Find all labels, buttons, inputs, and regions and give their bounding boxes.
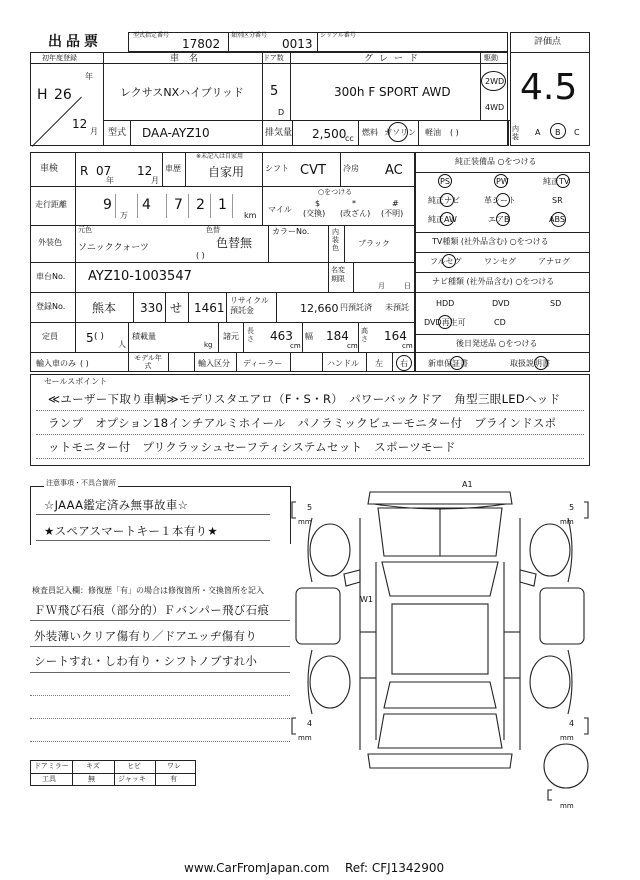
tread-rear-left-unit: mm [298, 734, 312, 742]
fuel-label: 燃料 [362, 128, 378, 137]
equip-tv-circle [556, 174, 570, 188]
height-value: 164 [384, 329, 407, 343]
inspection-month-unit: 月 [151, 176, 159, 185]
notes-line-2: ★スペアスマートキー１本有り★ [44, 524, 218, 538]
legend-header-2: キズ [86, 762, 100, 770]
oil-paren: ( ) [450, 128, 459, 137]
mileage-man: 万 [120, 211, 128, 220]
chassis-label: 車台No. [36, 272, 66, 281]
mileage-unit: km [244, 211, 257, 220]
navi-title: ナビ種類 (社外品含む) ○をつける [432, 277, 555, 286]
load-unit: kg [204, 341, 213, 349]
tread-rear-right: 4 [569, 719, 575, 728]
recycle-value: 12,660 [300, 302, 339, 315]
height-label: 高さ [361, 327, 368, 343]
inspection-year-unit: 年 [106, 176, 114, 185]
tv-title: TV種類 (社外品含む) ○をつける [432, 237, 549, 246]
int-color-value: ブラック [358, 239, 390, 248]
tread-front-left-unit: mm [298, 518, 312, 526]
inspection-label: 車検 [40, 164, 59, 174]
legend-value-3: ジャッキ [118, 775, 146, 783]
capacity-value: 5 [86, 331, 94, 345]
inspection-year: 07 [96, 164, 112, 178]
score-label: 評価点 [534, 37, 562, 47]
dims-label: 諸元 [223, 332, 239, 341]
drive-2wd: 2WD [485, 77, 505, 86]
import-paren: ( ) [80, 359, 89, 368]
tread-front-left: 5 [307, 503, 313, 512]
inspector-line-1: ＦＷ飛び石痕（部分的）Ｆバンパー飛び石痕 [34, 603, 270, 617]
orig-color-value: ソニッククォーツ [78, 243, 149, 253]
serial-label: シリアル番号 [320, 32, 356, 39]
recycle-label: リサイクル預託金 [230, 296, 269, 315]
equip-leather: 革シート [484, 196, 516, 205]
chassis-value: AYZ10-1003547 [88, 269, 192, 284]
mileage-digit-4: 2 [196, 197, 205, 213]
int-color-label: 内装色 [332, 228, 339, 252]
color-no-label: カラーNo. [272, 227, 310, 236]
vehicle-class-note: ※未記入は自家用 [196, 153, 244, 160]
length-value: 463 [270, 329, 293, 343]
oil-label: 軽油 [425, 128, 441, 137]
docs-warranty: 新車保証書 [428, 359, 468, 368]
interior-a: A [535, 128, 541, 137]
footer-ref: Ref: CFJ1342900 [345, 861, 445, 875]
length-unit: cm [290, 342, 301, 350]
displacement-label: 排気量 [265, 128, 293, 138]
car-name-value: レクサスNXハイブリッド [120, 86, 244, 99]
tread-rear-right-unit: mm [560, 734, 574, 742]
equip-abs-circle [551, 212, 566, 227]
docs-manual-circle [534, 356, 548, 370]
legend-value-1: 工具 [42, 775, 56, 783]
import-label: 輸入車のみ [36, 359, 76, 368]
width-unit: cm [347, 342, 358, 350]
interior-label: 内装 [512, 125, 519, 141]
reg-region: 熊本 [92, 301, 117, 315]
navi-hdd: HDD [436, 299, 455, 308]
grade-label: グレード [364, 54, 425, 64]
car-damage-diagram [290, 478, 590, 808]
handle-label: ハンドル [327, 359, 359, 368]
first-reg-month: 12 [72, 117, 88, 131]
reg-label: 登録No. [36, 302, 66, 311]
first-reg-label: 初年度登録 [42, 54, 77, 62]
orig-color-label: 元色 [78, 226, 92, 234]
vehicle-class-value: 自家用 [208, 165, 245, 179]
tv-fullseg: フルセグ [430, 257, 462, 266]
mile-label: マイル [268, 205, 292, 214]
displacement-value: 2,500 [312, 127, 347, 141]
interior-c: C [574, 128, 580, 137]
notes-label: 注意事項・不具合箇所 [46, 479, 116, 487]
model-value: DAA-AYZ10 [142, 126, 210, 140]
legend-value-4: 有 [170, 775, 177, 783]
drive-4wd: 4WD [485, 103, 505, 112]
mile-exchange-sym: $ [315, 199, 321, 208]
capacity-unit: 人 [118, 340, 126, 349]
shift-value: CVT [300, 163, 326, 178]
fuel-value: ガソリン [384, 128, 416, 137]
equip-ps-circle [438, 174, 452, 188]
equip-pw-circle [494, 174, 508, 188]
tread-front-right: 5 [569, 503, 575, 512]
notes-line-1: ☆JAAA鑑定済み無事故車☆ [44, 498, 189, 512]
displacement-unit: cc [345, 134, 354, 143]
recycle-none: 未預託 [385, 303, 409, 312]
navi-dvd-play-circle [438, 315, 452, 329]
equip-aw-circle [440, 212, 454, 226]
reg-class: 330 [140, 301, 163, 315]
tv-oneseg: ワンセグ [484, 257, 516, 266]
drive-2wd-circle [481, 71, 506, 91]
import-dealer: ディーラー [243, 359, 283, 368]
equip-tv: 純正TV [543, 177, 570, 186]
capacity-label: 定員 [42, 332, 58, 341]
name-change-label: 名変期限 [331, 266, 345, 283]
tread-rear-left: 4 [307, 719, 313, 728]
mileage-digit-1: 9 [103, 197, 112, 213]
docs-warranty-circle [450, 356, 464, 370]
tv-analog: アナログ [538, 257, 570, 266]
mark-w1: W1 [360, 595, 373, 604]
mile-exchange: (交換) [303, 209, 326, 218]
sales-line-3: ットモニター付 プリクラッシュセーフティシステムセット スポーツモード [48, 440, 456, 454]
handle-right: 右 [400, 359, 408, 368]
first-reg-year-unit: 年 [85, 72, 93, 81]
mile-altered-sym: * [352, 199, 356, 208]
equip-airbag-circle [496, 212, 510, 226]
sheet-title: 出品票 [48, 34, 102, 50]
equip-leather-circle [496, 193, 510, 207]
handle-right-circle [396, 355, 412, 371]
legend-header-1: ドアミラー [34, 762, 69, 770]
docs-title: 後日発送品 ○をつける [456, 339, 538, 348]
mileage-digit-3: 7 [174, 197, 183, 213]
mark-a1: A1 [462, 480, 473, 489]
import-class-label: 輸入区分 [198, 359, 230, 368]
mileage-tick-note: ○をつける [318, 188, 353, 196]
tv-fullseg-circle [442, 254, 456, 268]
car-name-label: 車名 [170, 54, 209, 64]
first-reg-year: 26 [54, 87, 72, 103]
mile-altered: (改ざん) [340, 209, 371, 218]
reg-number: 1461 [194, 301, 225, 315]
ac-value: AC [385, 163, 403, 178]
navi-sd: SD [550, 299, 562, 308]
first-reg-month-unit: 月 [90, 127, 98, 136]
recycle-unit: 円預託済 [340, 303, 372, 312]
grade-value: 300h F SPORT AWD [334, 85, 451, 99]
doors-label: ドア数 [263, 54, 284, 62]
equip-sr: SR [552, 196, 563, 205]
mileage-label: 走行距離 [35, 200, 67, 209]
handle-left: 左 [375, 359, 383, 368]
sales-points-label: セールスポイント [44, 377, 108, 386]
legend-value-2: 無 [88, 775, 95, 783]
drive-label: 駆動 [484, 54, 498, 62]
width-value: 184 [326, 329, 349, 343]
equip-aw: 純正AW [428, 215, 457, 224]
sales-line-1: ≪ユーザー下取り車輌≫モデリスタエアロ（F・S・R） パワーバックドア 角型三眼LEDヘッド [48, 392, 561, 406]
equip-abs: ABS [549, 215, 565, 224]
equip-pw: PW [496, 177, 509, 186]
equipment-title: 純正装備品 ○をつける [455, 157, 537, 166]
type-no-value: 17802 [182, 37, 221, 51]
navi-dvd: DVD [492, 299, 510, 308]
equip-ps: PS [440, 177, 450, 186]
first-reg-era: H [37, 87, 48, 103]
vehicle-class-label: 車歴 [165, 164, 181, 173]
model-year-label: モデル年式 [134, 354, 162, 370]
class-no-value: 0013 [282, 37, 313, 51]
score-value: 4.5 [520, 67, 578, 108]
interior-b: B [555, 128, 561, 137]
tread-spare-unit: mm [560, 802, 574, 810]
equip-navi: 純正ナビ [428, 196, 460, 205]
capacity-paren: ( ) [94, 332, 104, 342]
legend-header-3: ヒビ [127, 762, 141, 770]
color-change-paren: ( ) [196, 251, 205, 260]
class-no-label: 類別区分番号 [231, 32, 268, 39]
doors-value: 5 [270, 84, 279, 99]
color-label: 外装色 [38, 238, 62, 247]
type-no-label: 型式指定番号 [133, 32, 170, 39]
mileage-digit-2: 4 [142, 197, 151, 213]
inspector-line-3: シートすれ・しわ有り・シフトノブすれ小 [34, 654, 258, 668]
navi-cd: CD [494, 318, 506, 327]
mileage-digit-5: 1 [218, 197, 227, 213]
reg-kana: せ [170, 301, 183, 315]
fuel-gasoline-circle [388, 122, 408, 142]
color-change-value: 色替無 [216, 236, 253, 250]
name-change-month-unit: 月 [378, 282, 385, 290]
name-change-day-unit: 日 [404, 282, 411, 290]
inspector-line-2: 外装薄いクリア傷有り／ドアエッヂ傷有り [34, 629, 258, 643]
color-change-label: 色替 [206, 226, 220, 234]
equip-navi-circle [440, 193, 454, 207]
model-label: 型式 [108, 128, 127, 138]
legend-header-4: ワレ [167, 762, 181, 770]
ac-label: 冷房 [343, 164, 359, 173]
height-unit: cm [402, 342, 413, 350]
length-label: 長さ [247, 327, 254, 343]
mile-unknown-sym: # [392, 199, 399, 208]
tread-front-right-unit: mm [560, 518, 574, 526]
shift-label: シフト [265, 164, 289, 173]
width-label: 幅 [305, 332, 313, 341]
mile-unknown: (不明) [381, 209, 404, 218]
docs-manual: 取扱説明書 [510, 359, 550, 368]
navi-dvd-play: DVD再生可 [424, 318, 466, 327]
inspector-label: 検査員記入欄：修復歴「有」の場合は修復箇所・交換箇所を記入 [32, 586, 264, 595]
footer-site: www.CarFromJapan.com [184, 861, 330, 875]
doors-suffix: D [278, 108, 285, 117]
inspection-month: 12 [137, 164, 153, 178]
interior-b-circle [550, 123, 566, 139]
inspection-era: R [80, 164, 89, 178]
load-label: 積載量 [132, 332, 156, 341]
equip-airbag: エアB [488, 215, 510, 224]
sales-line-2: ランプ オプション18インチアルミホイール パノラミックビューモニター付 ブラインドスポ [48, 416, 557, 430]
